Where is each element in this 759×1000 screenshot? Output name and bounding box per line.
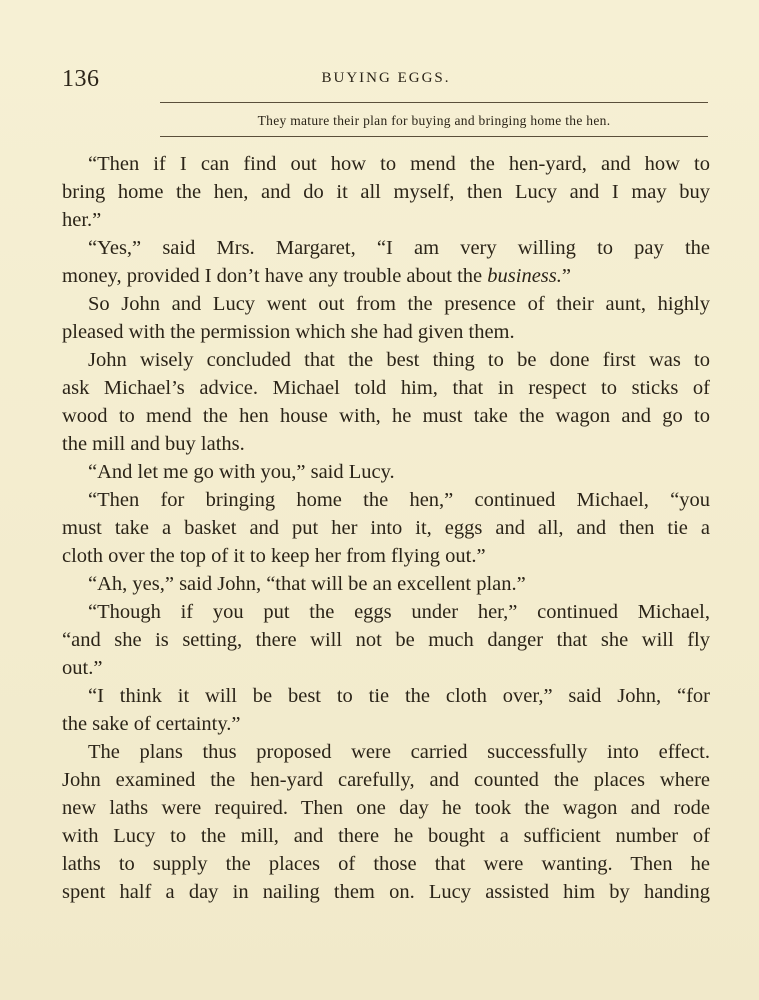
body-text (62, 150, 710, 906)
text-line (62, 598, 710, 626)
text-line-content: must take a basket and put her into it, eggs and all, and then tie a (62, 517, 710, 539)
page-number: 136 (62, 66, 100, 92)
text-line-content: So John and Lucy went out from the presence of their aunt, highly (88, 293, 710, 315)
text-line-content: her.” (62, 209, 102, 231)
text-line (62, 850, 710, 878)
text-line (62, 822, 710, 850)
text-line-content: John wisely concluded that the best thing to be done first was to (88, 349, 710, 371)
text-line (62, 290, 710, 318)
text-line-content: spent half a day in nailing them on. Lucy assisted him by handing (62, 881, 710, 903)
subhead-bottom-rule (160, 136, 708, 137)
text-line (62, 318, 710, 346)
text-line-content: “I think it will be best to tie the cloth over,” said John, “for (88, 685, 710, 707)
text-line (62, 374, 710, 402)
text-line-content: ask Michael’s advice. Michael told him, that in respect to sticks of (62, 377, 710, 399)
text-line-content: the mill and buy laths. (62, 433, 245, 455)
page-header (62, 66, 710, 96)
text-line (62, 542, 710, 570)
text-line-content: the sake of certainty.” (62, 713, 241, 735)
text-line (62, 570, 710, 598)
subhead-top-rule (160, 102, 708, 103)
chapter-subhead: They mature their plan for buying and bringing home the hen. (257, 113, 611, 128)
text-line (62, 486, 710, 514)
text-line (62, 878, 710, 906)
text-line-content: “And let me go with you,” said Lucy. (88, 461, 395, 483)
text-line (62, 458, 710, 486)
text-line-content: “Then for bringing home the hen,” continued Michael, “you (88, 489, 710, 511)
text-line-content: bring home the hen, and do it all myself, then Lucy and I may buy (62, 181, 710, 203)
running-head: BUYING EGGS. (321, 70, 451, 86)
text-line (62, 430, 710, 458)
text-line-content: money, provided I don’t have any trouble about the (62, 265, 483, 287)
text-line-content: laths to supply the places of those that were wanting. Then he (62, 853, 710, 875)
text-line (62, 738, 710, 766)
text-line (62, 626, 710, 654)
text-line-content: new laths were required. Then one day he took the wagon and rode (62, 797, 710, 819)
text-line-content: “Then if I can find out how to mend the hen-yard, and how to (88, 153, 710, 175)
text-line (62, 682, 710, 710)
text-line-italic: business. (487, 265, 562, 287)
text-line-content: wood to mend the hen house with, he must take the wagon and go to (62, 405, 710, 427)
text-line (62, 150, 710, 178)
text-line-content: “Yes,” said Mrs. Margaret, “I am very willing to pay the (88, 237, 710, 259)
text-line (62, 794, 710, 822)
text-line-content: “and she is setting, there will not be much danger that she will fly (62, 629, 710, 651)
text-line (62, 178, 710, 206)
text-line-tail: ” (561, 265, 571, 287)
text-line (62, 262, 710, 290)
text-line-content: cloth over the top of it to keep her from flying out.” (62, 545, 486, 567)
text-line (62, 514, 710, 542)
text-line (62, 766, 710, 794)
text-line-content: pleased with the permission which she had given them. (62, 321, 515, 343)
text-line-content: John examined the hen-yard carefully, and counted the places where (62, 769, 710, 791)
text-line-content: out.” (62, 657, 103, 679)
text-line (62, 234, 710, 262)
text-line (62, 206, 710, 234)
text-line-content: with Lucy to the mill, and there he bought a sufficient number of (62, 825, 710, 847)
text-line (62, 346, 710, 374)
text-line-content: The plans thus proposed were carried successfully into effect. (88, 741, 710, 763)
text-line-content: “Though if you put the eggs under her,” continued Michael, (88, 601, 710, 623)
text-line (62, 402, 710, 430)
text-line (62, 710, 710, 738)
text-line (62, 654, 710, 682)
text-line-content: “Ah, yes,” said John, “that will be an excellent plan.” (88, 573, 526, 595)
